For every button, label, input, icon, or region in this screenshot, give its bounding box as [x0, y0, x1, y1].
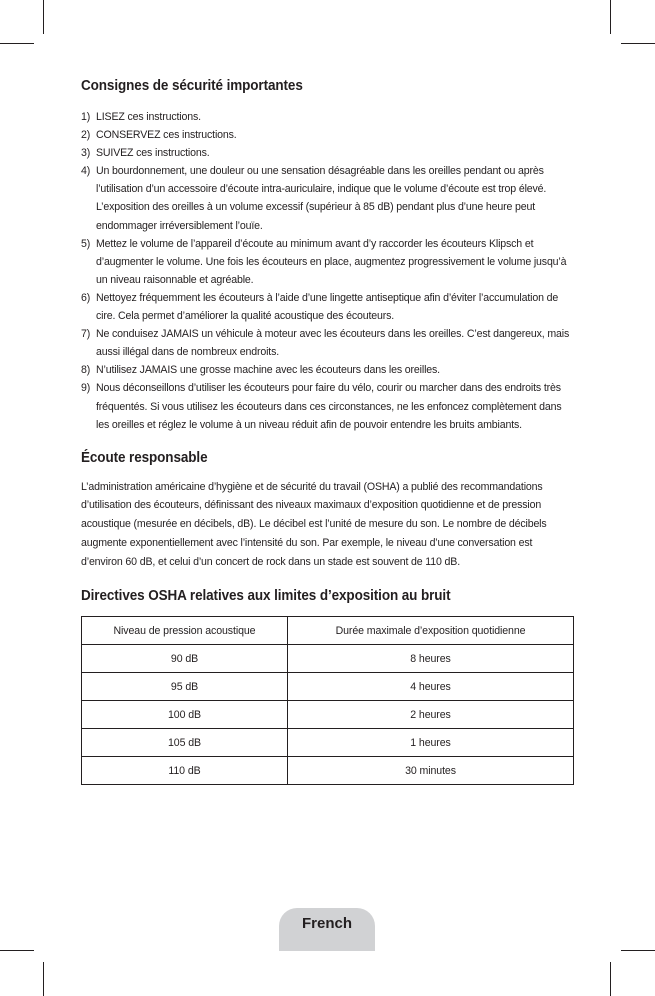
safety-list — [81, 108, 575, 434]
list-item — [81, 289, 575, 325]
table-cell: 105 dB — [82, 729, 288, 757]
item-text: Nous déconseillons d’utiliser les écouteurs pour faire du vélo, courir ou marcher dans des endroits très fréquentés. Si vous utilisez les écouteurs dans ces circonstances, ne les enfoncez complètement dans les oreilles et réglez le volume à un niveau réduit afin de pouvoir entendre les bruits ambiants. — [96, 382, 562, 431]
page-content — [81, 78, 575, 785]
table-header-row — [82, 617, 574, 645]
crop-mark — [0, 950, 34, 951]
osha-heading: Directives OSHA relatives aux limites d’exposition au bruit — [81, 588, 451, 605]
crop-mark — [610, 0, 611, 34]
table-cell: 110 dB — [82, 757, 288, 785]
table-cell: 95 dB — [82, 673, 288, 701]
table-row — [82, 701, 574, 729]
item-text: SUIVEZ ces instructions. — [96, 147, 210, 160]
crop-mark — [621, 950, 655, 951]
column-header: Niveau de pression acoustique — [82, 617, 288, 645]
crop-mark — [43, 962, 44, 996]
crop-mark — [43, 0, 44, 34]
item-text: Ne conduisez JAMAIS un véhicule à moteur avec les écouteurs dans les oreilles. C’est dangereux, mais aussi illégal dans de nombreux endroits. — [96, 328, 570, 359]
table-row — [82, 673, 574, 701]
item-number: 1) — [81, 111, 91, 123]
item-number: 9) — [81, 382, 91, 395]
language-tab — [279, 908, 375, 951]
list-item — [81, 126, 575, 144]
language-tab-label: French — [301, 915, 352, 932]
list-item — [81, 379, 575, 433]
table-cell: 30 minutes — [288, 757, 574, 785]
crop-mark — [610, 962, 611, 996]
table-cell: 2 heures — [288, 701, 574, 729]
list-item — [81, 235, 575, 289]
item-text: CONSERVEZ ces instructions. — [96, 129, 237, 142]
item-text: Un bourdonnement, une douleur ou une sensation désagréable dans les oreilles pendant ou après l’utilisation d’un accessoire d’écoute intra-auriculaire, indique que le volume d’écoute est trop élevé. L’exposition des oreilles à un volume excessif (supérieur à 85 dB) pendant plus d’une heure peut endommager irréversiblement l’ouïe. — [96, 165, 547, 232]
table-row — [82, 729, 574, 757]
list-item — [81, 325, 575, 361]
table-cell: 4 heures — [288, 673, 574, 701]
list-item — [81, 162, 575, 234]
item-number: 4) — [81, 165, 91, 178]
table-cell: 8 heures — [288, 645, 574, 673]
column-header: Durée maximale d’exposition quotidienne — [288, 617, 574, 645]
item-text: N’utilisez JAMAIS une grosse machine avec les écouteurs dans les oreilles. — [96, 364, 440, 377]
item-number: 2) — [81, 129, 91, 142]
crop-mark — [0, 43, 34, 44]
item-text: Nettoyez fréquemment les écouteurs à l’aide d’une lingette antiseptique afin d’éviter l’accumulation de cire. Cela permet d’améliorer la qualité acoustique des écouteurs. — [96, 291, 559, 323]
list-item — [81, 108, 575, 126]
crop-mark — [621, 43, 655, 44]
item-text: LISEZ ces instructions. — [96, 111, 201, 123]
item-number: 5) — [81, 237, 91, 250]
table-cell: 1 heures — [288, 729, 574, 757]
table-row — [82, 757, 574, 785]
item-number: 8) — [81, 364, 91, 377]
table-cell: 100 dB — [82, 701, 288, 729]
list-item — [81, 361, 575, 379]
listening-paragraph: L’administration américaine d’hygiène et de sécurité du travail (OSHA) a publié des recommandations d’utilisation des écouteurs, définissant des niveaux maximaux d’exposition quotidienne et de pression acoustique (mesurée en décibels, dB). Le décibel est l’unité de mesure du son. Le nombre de décibels augmente exponentiellement avec l’intensité du son. Par exemple, le niveau d’une conversation est d’environ 60 dB, et celui d’un concert de rock dans un stade est souvent de 110 dB. — [81, 480, 547, 568]
safety-heading: Consignes de sécurité importantes — [81, 78, 303, 94]
table-row — [82, 645, 574, 673]
item-number: 3) — [81, 147, 91, 160]
item-number: 7) — [81, 328, 91, 341]
listening-heading: Écoute responsable — [81, 449, 208, 466]
list-item — [81, 144, 575, 162]
table-cell: 90 dB — [82, 645, 288, 673]
item-text: Mettez le volume de l’appareil d’écoute au minimum avant d’y raccorder les écouteurs Klipsch et d’augmenter le volume. Une fois les écouteurs en place, augmentez progressivement le volume jusqu’à un niveau raisonnable et agréable. — [96, 237, 567, 286]
item-number: 6) — [81, 291, 91, 304]
osha-table — [81, 616, 574, 785]
